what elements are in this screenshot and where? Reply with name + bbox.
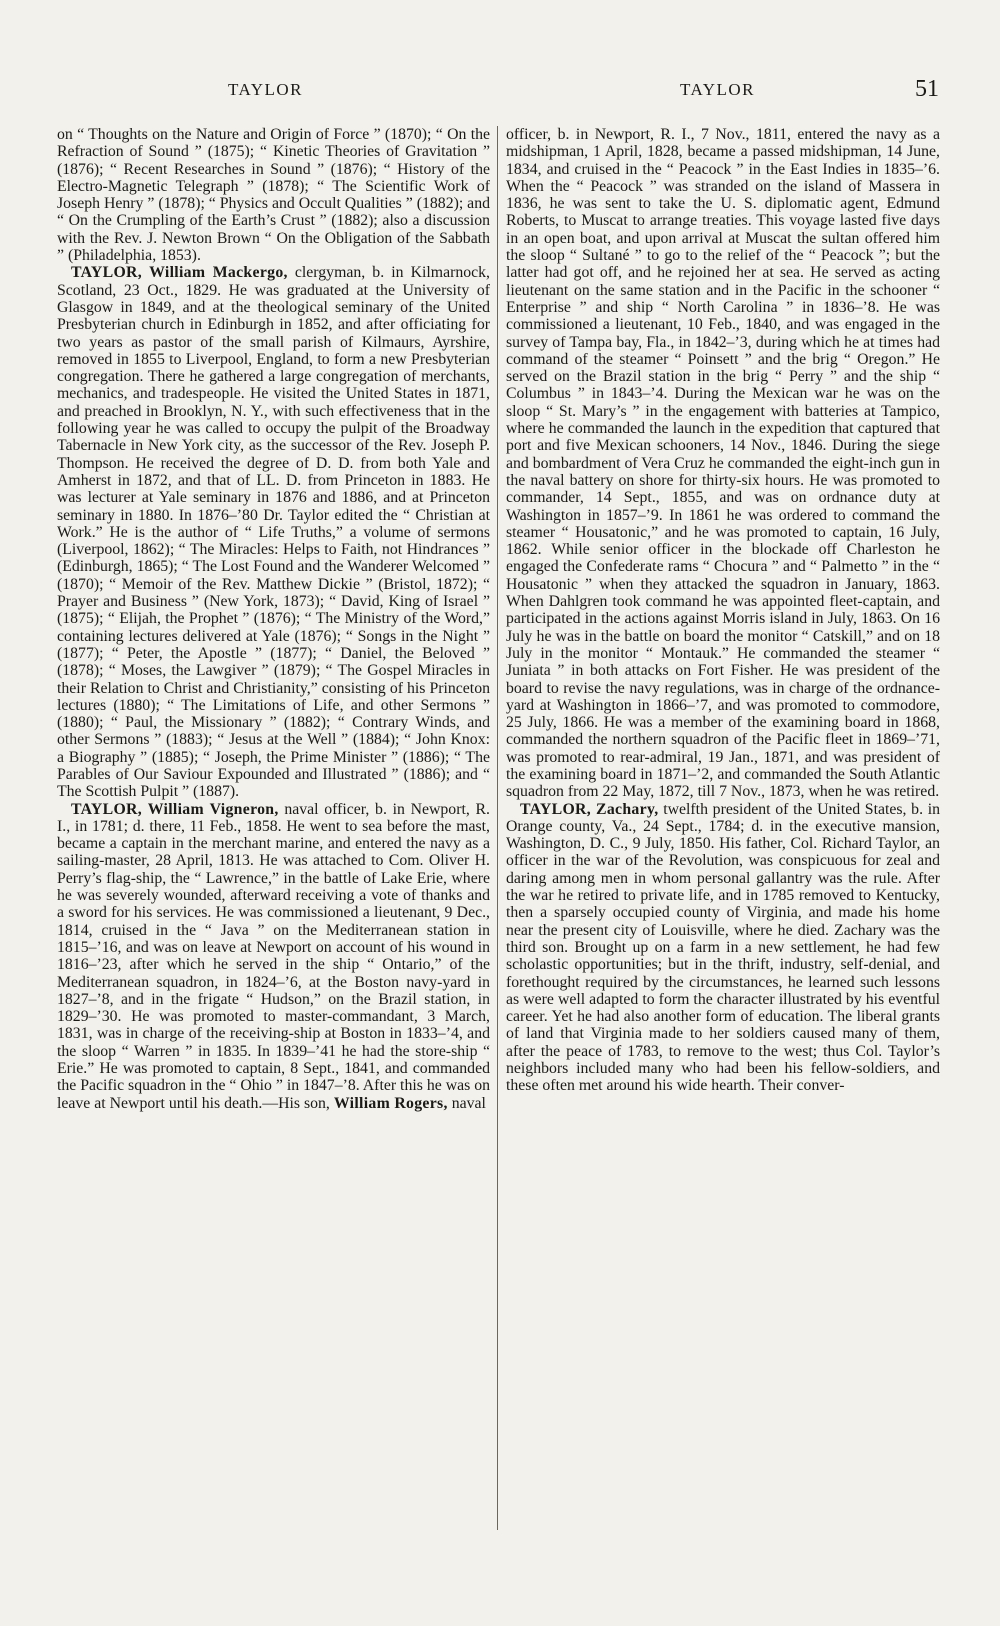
entry-zachary-taylor: [506, 801, 940, 1095]
entry-body-tail: naval: [447, 1094, 486, 1112]
continued-entry-text: officer, b. in Newport, R. I., 7 Nov., 1811, entered the navy as a midshipman, 1 April, 1828, became a passed midshipman, 14 June, 1834, and cruised in the “ Peacock ” in the East Indies in 1835–’6. When the “ Peacock ” was stranded on the island of Massera in 1836, he was sent to take the U. S. diplomatic agent, Edmund Roberts, to Muscat to arrange treaties. This voyage lasted five days in an open boat, and upon arrival at Muscat the sultan offered him the sloop “ Sultané ” to go to the relief of the “ Peacock ”; but the latter had got off, and he rejoined her at sea. He served as acting lieutenant on the same station and in the Pacific in the schooner “ Enterprise ” and ship “ North Carolina ” in 1836–’8. He was commissioned a lieutenant, 10 Feb., 1840, and was engaged in the survey of Tampa bay, Fla., in 1842–’3, during which he at times had command of the steamer “ Poinsett ” and the brig “ Oregon.” He served on the Brazil station in the brig “ Perry ” and the ship “ Columbus ” in 1843–’4. During the Mexican war he was on the sloop “ St. Mary’s ” in the engagement with batteries at Tampico, where he commanded the launch in the expedition that captured that port and five Mexican schooners, 14 Nov., 1846. During the siege and bombardment of Vera Cruz he commanded the eight-inch gun in the naval battery on shore for thirty-six hours. He was promoted to commander, 14 Sept., 1855, and was on ordnance duty at Washington in 1857–’9. In 1861 he was ordered to command the steamer “ Housatonic,” and he was promoted to captain, 16 July, 1862. While senior officer in the blockade off Charleston he engaged the Confederate rams “ Chocura ” and “ Palmetto ” in the “ Housatonic ” when they attacked the squadron in January, 1863. When Dahlgren took command he was appointed fleet-captain, and participated in the actions against Morris island in July, 1863. On 16 July he was in the battle on board the monitor “ Catskill,” and on 18 July in the monitor “ Montauk.” He commanded the steamer “ Juniata ” in both attacks on Fort Fisher. He was president of the board to revise the navy regulations, was in charge of the ordnance-yard at Washington in 1866–’7, and was promoted to commodore, 25 July, 1866. He was a member of the examining board in 1868, commanded the northern squadron of the Pacific fleet in 1869–’71, was promoted to rear-admiral, 19 Jan., 1871, and was president of the examining board in 1871–’2, and commanded the South Atlantic squadron from 22 May, 1872, till 7 Nov., 1873, when he was retired.: [506, 126, 940, 801]
running-head: [0, 76, 1000, 106]
running-head-right: TAYLOR: [680, 80, 756, 99]
column-divider: [497, 126, 498, 1530]
entry-william-mackergo: [57, 264, 490, 800]
sub-entry-name: William Rogers,: [333, 1094, 448, 1112]
entry-william-vigneron: [57, 801, 490, 1112]
entry-body: naval officer, b. in Newport, R. I., in 1781; d. there, 11 Feb., 1858. He went to sea before the mast, became a captain in the merchant marine, and entered the navy as a sailing-master, 28 April, 1813. He was attached to Com. Oliver H. Perry’s flag-ship, the “ Lawrence,” in the battle of Lake Erie, where he was severely wounded, afterward receiving a vote of thanks and a sword for his services. He was commissioned a lieutenant, 9 Dec., 1814, cruised in the “ Java ” on the Mediterranean station in 1815–’16, and was on leave at Newport on account of his wound in 1816–’23, after which he served in the ship “ Ontario,” of the Mediterranean squadron, in 1824–’6, at the Boston navy-yard in 1827–’8, and in the frigate “ Hudson,” on the Brazil station, in 1829–’30. He was promoted to master-commandant, 3 March, 1831, was in charge of the receiving-ship at Boston in 1833–’4, and the sloop “ Warren ” in 1835. In 1839–’41 he had the store-ship “ Erie.” He was promoted to captain, 8 Sept., 1841, and commanded the Pacific squadron in the “ Ohio ” in 1847–’8. After this he was on leave at Newport until his death.—His son,: [57, 800, 490, 1112]
continued-entry-text: on “ Thoughts on the Nature and Origin of Force ” (1870); “ On the Refraction of Sound ” (1875); “ Kinetic Theories of Gravitation ” (1876); “ Recent Researches in Sound ” (1876); “ History of the Electro-Magnetic Telegraph ” (1878); “ The Scientific Work of Joseph Henry ” (1878); “ Physics and Occult Qualities ” (1882); and “ On the Crumpling of the Earth’s Crust ” (1882); also a discussion with the Rev. J. Newton Brown “ On the Obligation of the Sabbath ” (Philadelphia, 1853).: [57, 126, 490, 265]
right-column: [506, 126, 940, 1546]
entry-body: clergyman, b. in Kilmarnock, Scotland, 23 Oct., 1829. He was graduated at the University of Glasgow in 1849, and at the theological seminary of the United Presbyterian church in Edinburgh in 1852, and after officiating for two years as pastor of the small parish of Kilmaurs, Ayrshire, removed in 1855 to Liverpool, England, to form a new Presbyterian congregation. There he gathered a large congregation of merchants, mechanics, and tradespeople. He visited the United States in 1871, and preached in Brooklyn, N. Y., with such effectiveness that in the following year he was called to occupy the pulpit of the Broadway Tabernacle in New York city, as the successor of the Rev. Joseph P. Thompson. He received the degree of D. D. from both Yale and Amherst in 1872, and that of LL. D. from Princeton in 1883. He was lecturer at Yale seminary in 1876 and 1886, and at Princeton seminary in 1880. In 1876–’80 Dr. Taylor edited the “ Christian at Work.” He is the author of “ Life Truths,” a volume of sermons (Liverpool, 1862); “ The Miracles: Helps to Faith, not Hindrances ” (Edinburgh, 1865); “ The Lost Found and the Wanderer Welcomed ” (1870); “ Memoir of the Rev. Matthew Dickie ” (Bristol, 1872); “ Prayer and Business ” (New York, 1873); “ David, King of Israel ” (1875); “ Elijah, the Prophet ” (1876); “ The Ministry of the Word,” containing lectures delivered at Yale (1876); “ Songs in the Night ” (1877); “ Peter, the Apostle ” (1877); “ Daniel, the Beloved ” (1878); “ Moses, the Lawgiver ” (1879); “ The Gospel Miracles in their Relation to Christ and Christianity,” consisting of his Princeton lectures (1880); “ The Limitations of Life, and other Sermons ” (1880); “ Paul, the Missionary ” (1882); “ Contrary Winds, and other Sermons ” (1883); “ Jesus at the Well ” (1884); “ John Knox: a Biography ” (1885); “ Joseph, the Prime Minister ” (1886); “ The Parables of Our Saviour Expounded and Illustrated ” (1886); and “ The Scottish Pulpit ” (1887).: [57, 264, 490, 801]
running-head-left: TAYLOR: [228, 80, 304, 99]
left-column: [57, 126, 490, 1546]
entry-body: twelfth president of the United States, b. in Orange county, Va., 24 Sept., 1784; d. in the executive mansion, Washington, D. C., 9 July, 1850. His father, Col. Richard Taylor, an officer in the war of the Revolution, was conspicuous for zeal and daring among men in whom personal gallantry was the rule. After the war he retired to private life, and in 1785 removed to Kentucky, then a sparsely occupied county of Virginia, and made his home near the present city of Louisville, where he died. Zachary was the third son. Brought up on a farm in a new settlement, he had few scholastic opportunities; but in the thrift, industry, self-denial, and forethought required by the circumstances, he learned such lessons as were well adapted to form the character illustrated by his eventful career. Yet he had also another form of education. The liberal grants of land that Virginia made to her soldiers caused many of them, after the peace of 1783, to remove to the west; thus Col. Taylor’s neighbors included many who had been his fellow-soldiers, and these often met around his wide hearth. Their conver-: [506, 800, 940, 1095]
entry-headword: TAYLOR, William Vigneron,: [71, 800, 279, 818]
entry-headword: TAYLOR, Zachary,: [520, 800, 659, 818]
page-number: 51: [915, 76, 939, 102]
entry-headword: TAYLOR, William Mackergo,: [71, 264, 288, 282]
